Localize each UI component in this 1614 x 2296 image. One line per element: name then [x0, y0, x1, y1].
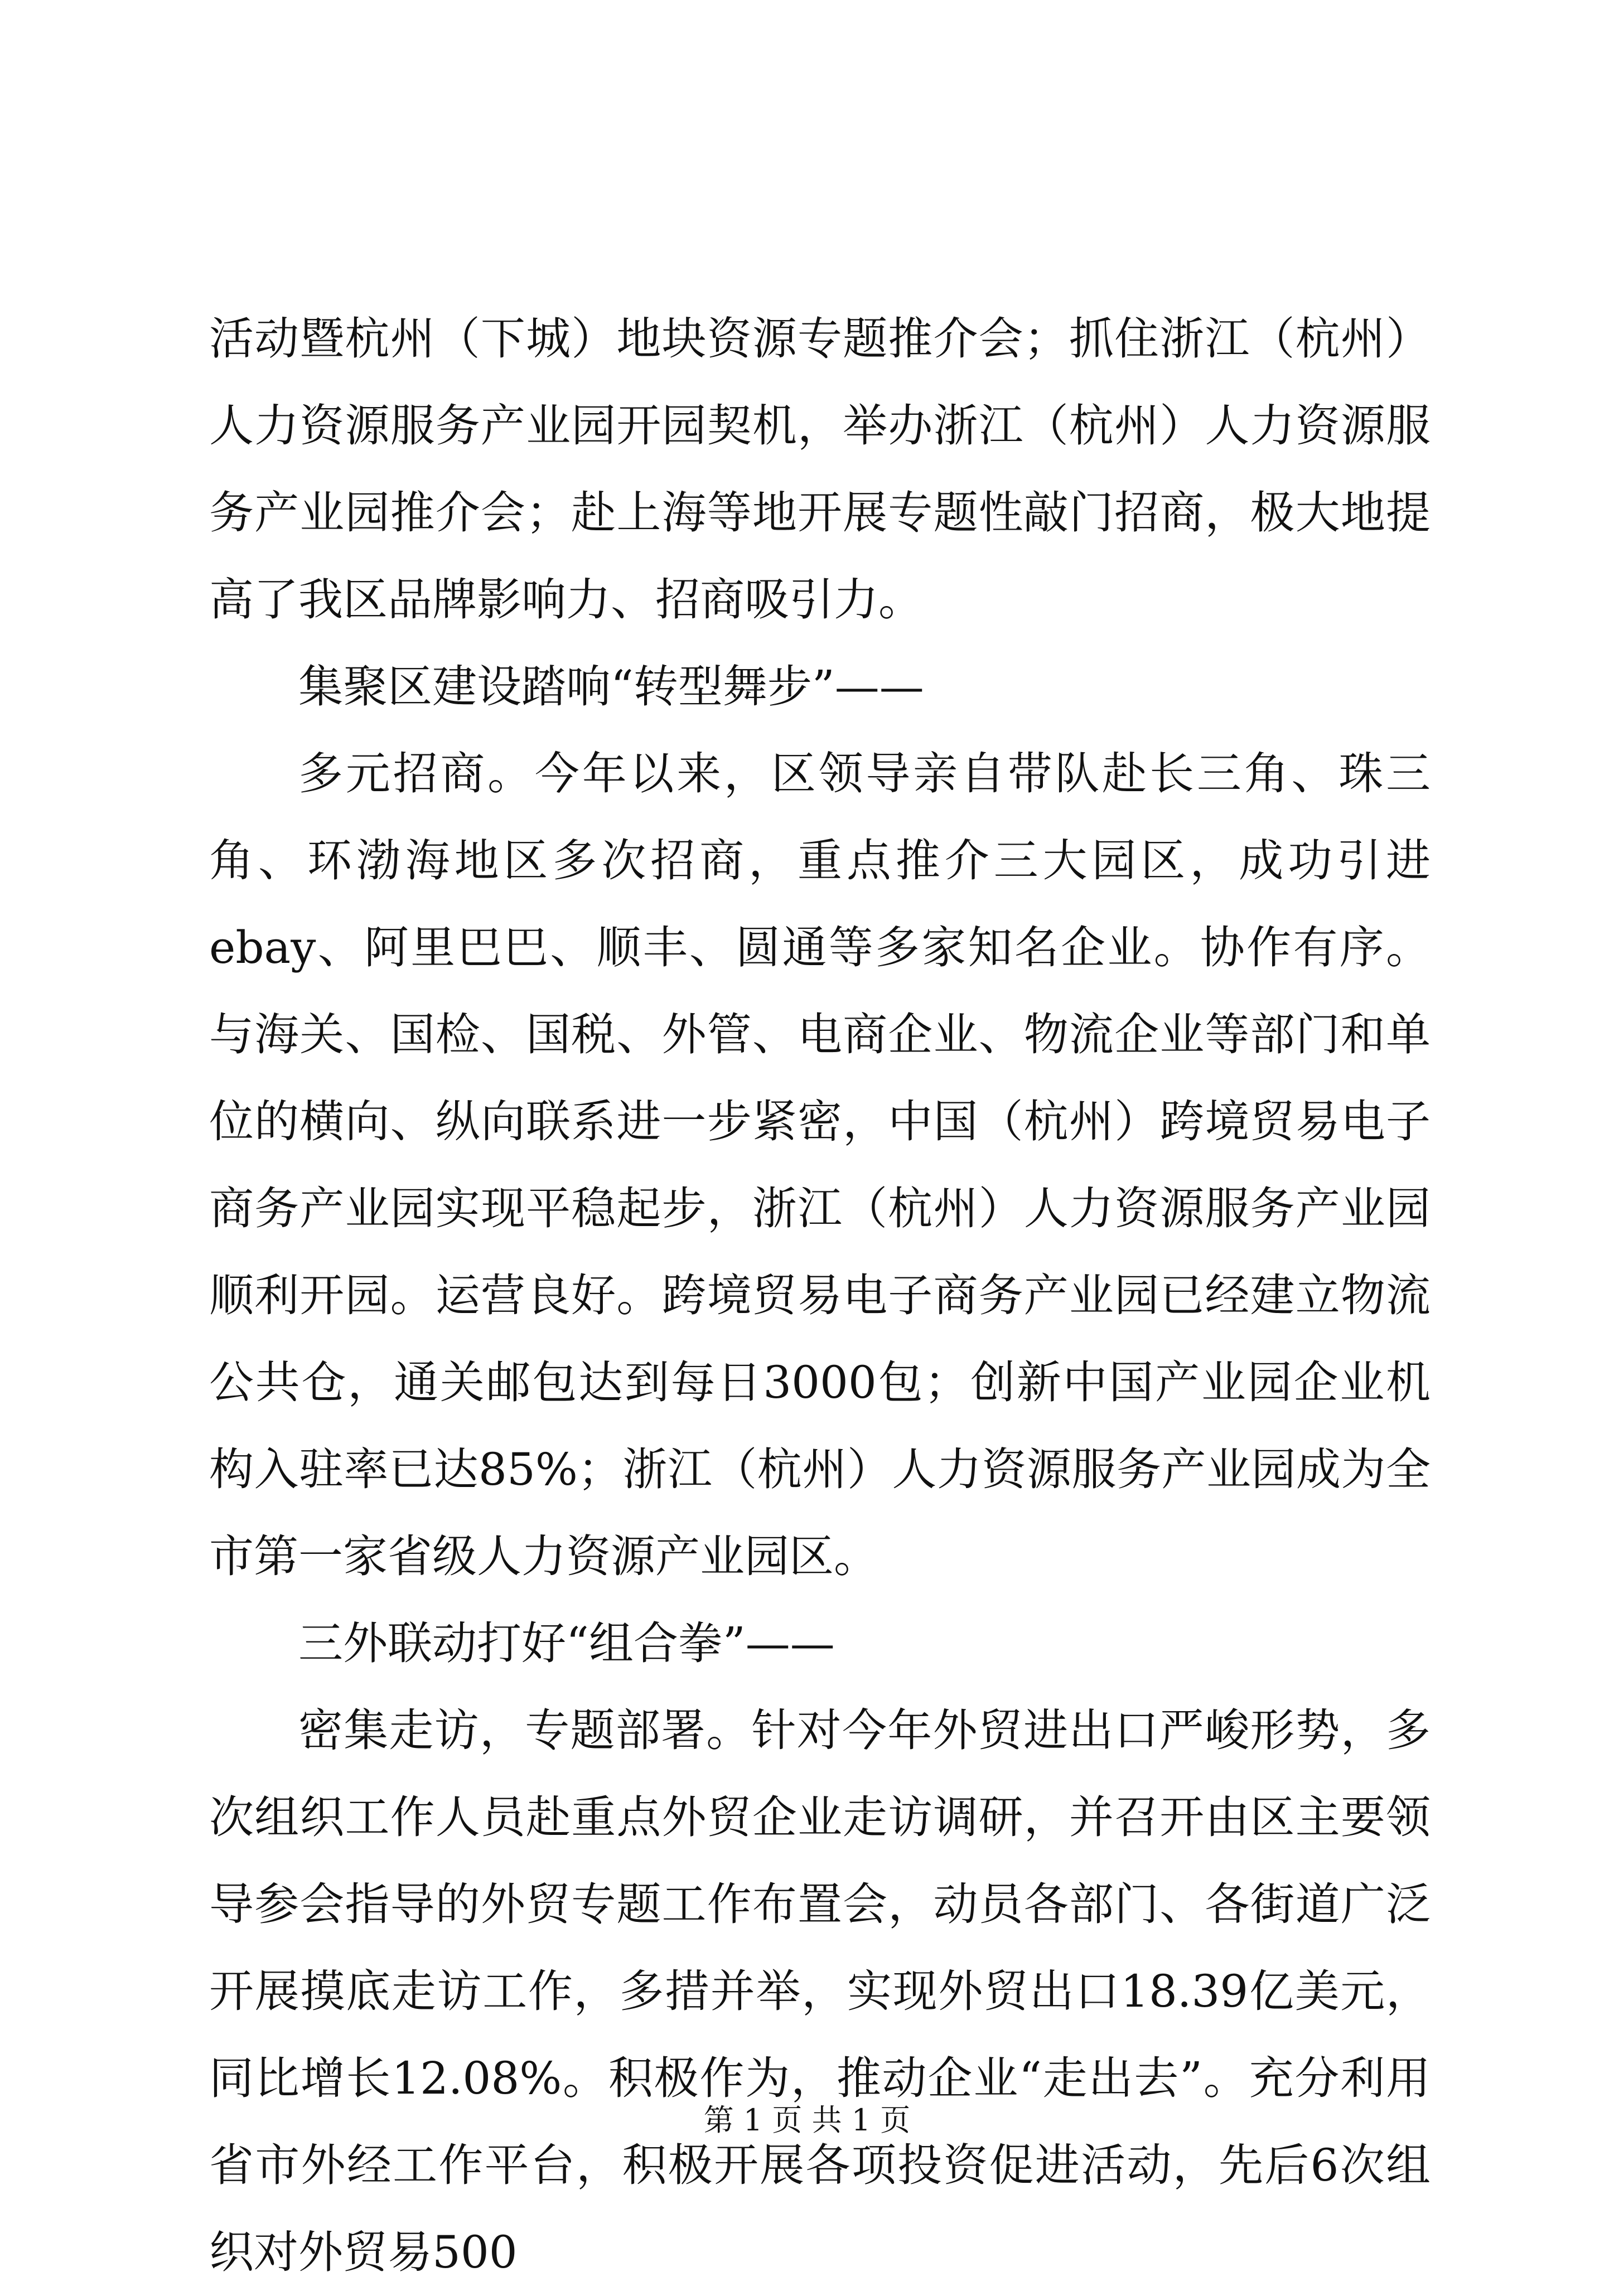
paragraph-2-heading: 集聚区建设踏响“转型舞步”——	[298, 661, 924, 713]
document-body	[209, 296, 1431, 2296]
paragraph-1: 活动暨杭州（下城）地块资源专题推介会；抓住浙江（杭州）人力资源服务产业园开园契机，举办浙江（杭州）人力资源服务产业园推介会；赴上海等地开展专题性敲门招商，极大地提高了我区品牌影响力、招商吸引力。	[209, 313, 1431, 626]
paragraph-4-heading: 三外联动打好“组合拳”——	[298, 1617, 835, 1669]
paragraph-3: 多元招商。今年以来，区领导亲自带队赴长三角、珠三角、环渤海地区多次招商，重点推介三大园区，成功引进ebay、阿里巴巴、顺丰、圆通等多家知名企业。协作有序。与海关、国检、国税、外管、电商企业、物流企业等部门和单位的横向、纵向联系进一步紧密，中国（杭州）跨境贸易电子商务产业园实现平稳起步，浙江（杭州）人力资源服务产业园顺利开园。运营良好。跨境贸易电子商务产业园已经建立物流公共仓，通关邮包达到每日3000包；创新中国产业园企业机构入驻率已达85%；浙江（杭州）人力资源服务产业园成为全市第一家省级人力资源产业园区。	[209, 748, 1431, 1582]
paragraph-5: 密集走访，专题部署。针对今年外贸进出口严峻形势，多次组织工作人员赴重点外贸企业走访调研，并召开由区主要领导参会指导的外贸专题工作布置会，动员各部门、各街道广泛开展摸底走访工作，多措并举，实现外贸出口18.39亿美元，同比增长12.08%。积极作为，推动企业“走出去”。充分利用省市外经工作平台，积极开展各项投资促进活动，先后6次组织对外贸易500	[209, 1704, 1431, 2278]
page-footer: 第 1 页 共 1 页	[703, 2103, 911, 2138]
